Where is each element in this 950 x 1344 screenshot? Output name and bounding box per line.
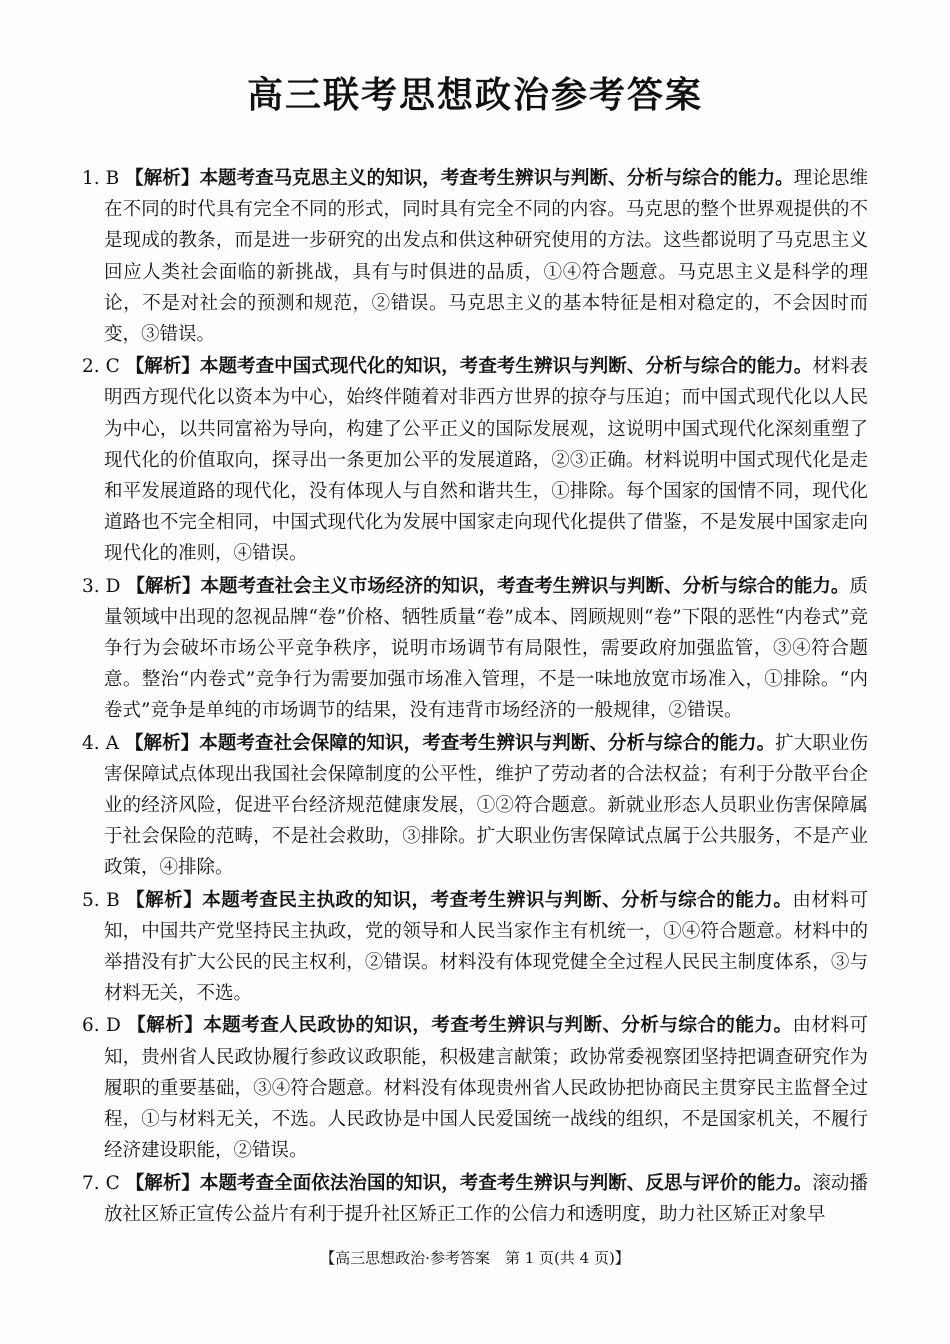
answer-heading: 【解析】本题考查社会主义市场经济的知识，考查考生辨识与判断、分析与综合的能力。: [126, 575, 850, 597]
answer-list: [82, 163, 868, 1231]
answer-number: 2. C: [82, 356, 120, 378]
answer-number: 7. C: [82, 1172, 120, 1194]
answer-item: [82, 885, 868, 1010]
answer-body: 滚动播放社区矫正宣传公益片有利于提升社区矫正工作的公信力和透明度，助力社区矫正对象早: [104, 1172, 868, 1225]
answer-item: [82, 351, 868, 569]
answer-body: 材料表明西方现代化以资本为中心，始终伴随着对非西方世界的掠夺与压迫；而中国式现代化以人民为中心，以共同富裕为导向，构建了公平正义的国际发展观，这说明中国式现代化深刻重塑了现代化的价值取向，探寻出一条更加公平的发展道路，②③正确。材料说明中国式现代化是走和平发展道路的现代化，没有体现人与自然和谐共生，①排除。每个国家的国情不同，现代化道路也不完全相同，中国式现代化为发展中国家走向现代化提供了借鉴，不是发展中国家走向现代化的准则，④错误。: [104, 356, 868, 565]
page-title: 高三联考思想政治参考答案: [246, 75, 703, 116]
answer-heading: 【解析】本题考查马克思主义的知识，考查考生辨识与判断、分析与综合的能力。: [125, 168, 794, 189]
answer-body: 由材料可知，中国共产党坚持民主执政，党的领导和人民当家作主有机统一，①④符合题意。材料中的举措没有扩大公民的民主权利，②错误。材料没有体现党健全全过程人民民主制度体系，③与材料无关，不选。: [104, 889, 868, 1005]
answer-heading: 【解析】本题考查全面依法治国的知识，考查考生辨识与判断、反思与评价的能力。: [125, 1172, 813, 1194]
answer-body: 理论思维在不同的时代具有完全不同的形式，同时具有完全不同的内容。马克思的整个世界观提供的不是现成的教条，而是进一步研究的出发点和供这种研究使用的方法。这些都说明了马克思主义回应人类社会面临的新挑战，具有与时俱进的品质，①④符合题意。马克思主义是科学的理论，不是对社会的预测和规范，②错误。马克思主义的基本特征是相对稳定的，不会因时而变，③错误。: [104, 168, 868, 346]
answer-heading: 【解析】本题考查社会保障的知识，考查考生辨识与判断、分析与综合的能力。: [124, 732, 776, 754]
answer-number: 1. B: [82, 168, 120, 189]
answer-body: 扩大职业伤害保障试点体现出我国社会保障制度的公平性，维护了劳动者的合法权益；有利于分散平台企业的经济风险，促进平台经济规范健康发展，①②符合题意。新就业形态人员职业伤害保障属于社会保险的范畴，不是社会救助，③排除。扩大职业伤害保障试点属于公共服务，不是产业政策，④排除。: [104, 732, 868, 879]
answer-heading: 【解析】本题考查人民政协的知识，考查考生辨识与判断、分析与综合的能力。: [127, 1015, 793, 1037]
answer-item: [82, 163, 868, 350]
answer-heading: 【解析】本题考查中国式现代化的知识，考查考生辨识与判断、分析与综合的能力。: [125, 356, 813, 378]
page-footer: 【高三思想政治·参考答案 第 1 页(共 4 页)】: [320, 1249, 630, 1267]
answer-number: 6. D: [82, 1015, 121, 1037]
answer-body: 由材料可知，贵州省人民政协履行参政议政职能，积极建言献策；政协常委视察团坚持把调查研究作为履职的重要基础，③④符合题意。材料没有体现贵州省人民政协把协商民主贯穿民主监督全过程，①与材料无关，不选。人民政协是中国人民爱国统一战线的组织，不是国家机关，不履行经济建设职能，②错误。: [104, 1015, 868, 1162]
answer-item: [82, 728, 868, 884]
answer-number: 4. A: [82, 732, 119, 754]
answer-item: [82, 1010, 868, 1166]
answer-number: 3. D: [82, 575, 121, 597]
answer-heading: 【解析】本题考查民主执政的知识，考查考生辨识与判断、分析与综合的能力。: [126, 889, 793, 911]
answer-item: [82, 1168, 868, 1230]
answer-number: 5. B: [82, 889, 120, 911]
answer-body: 质量领域中出现的忽视品牌“卷”价格、牺牲质量“卷”成本、罔顾规则“卷”下限的恶性“内卷式”竞争行为会破坏市场公平竞争秩序，说明市场调节有局限性，需要政府加强监管，③④符合题意。整治“内卷式”竞争行为需要加强市场准入管理，不是一味地放宽市场准入，①排除。“内卷式”竞争是单纯的市场调节的结果，没有违背市场经济的一般规律，②错误。: [104, 575, 868, 722]
answer-item: [82, 571, 868, 727]
